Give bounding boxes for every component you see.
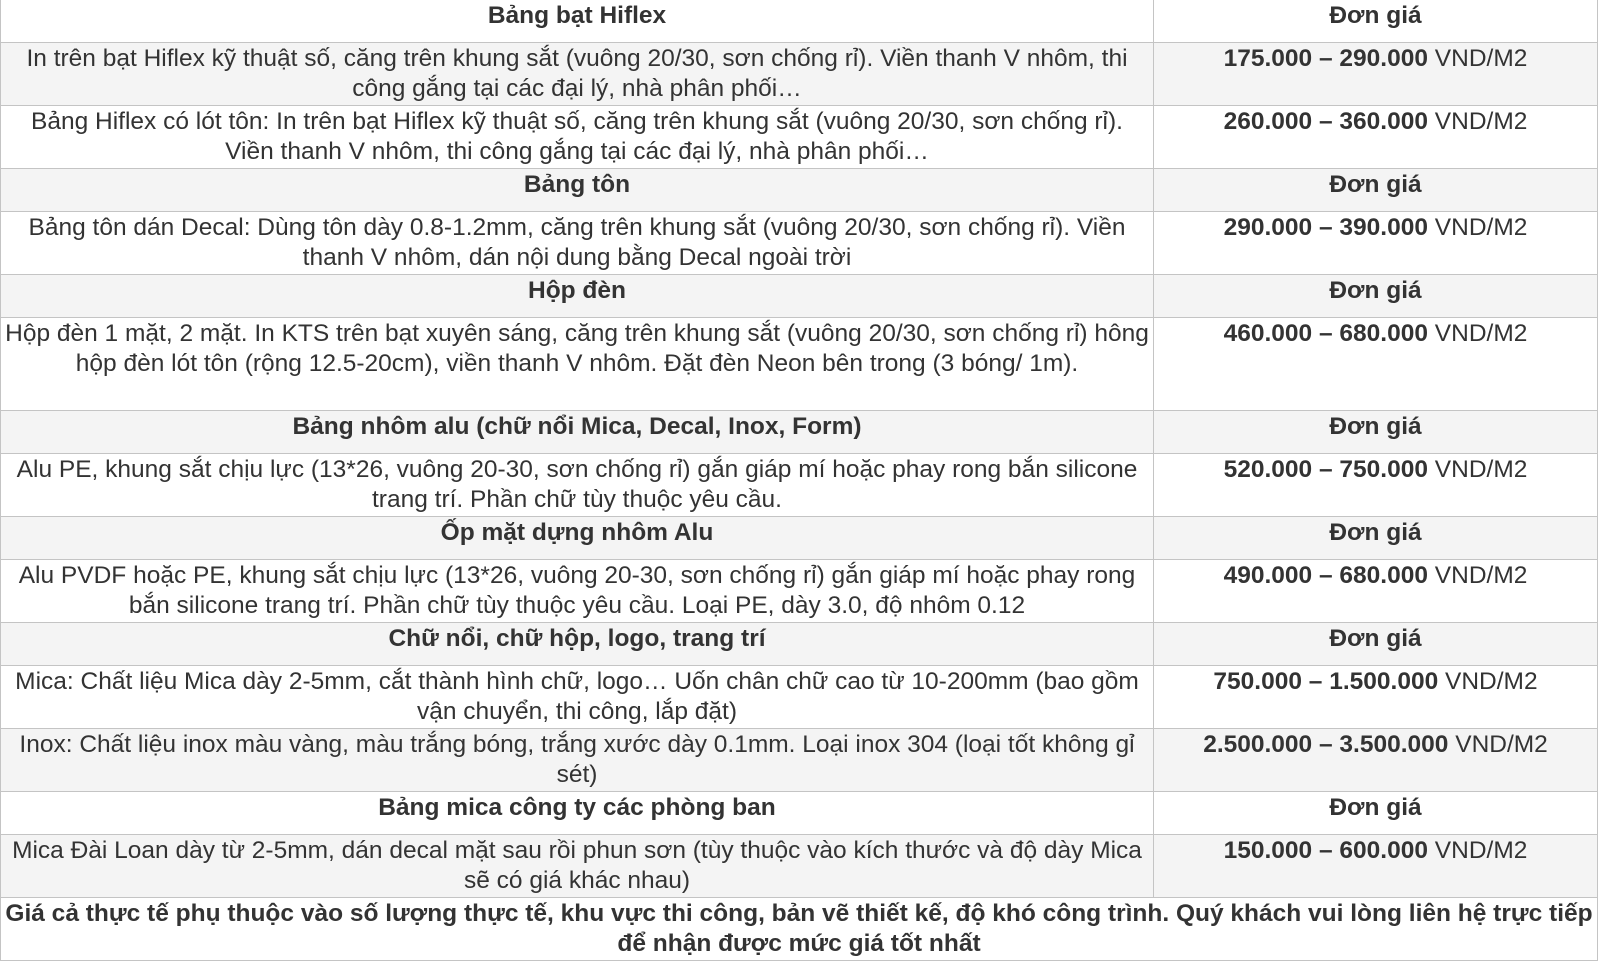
price-unit: VND/M2 xyxy=(1427,320,1528,347)
table-row xyxy=(1,729,1598,792)
section-header-row xyxy=(1,0,1598,43)
table-row xyxy=(1,318,1598,411)
item-price xyxy=(1154,106,1598,169)
section-title: Hộp đèn xyxy=(1,275,1154,318)
section-header-row xyxy=(1,275,1598,318)
item-description: Inox: Chất liệu inox màu vàng, màu trắng bóng, trắng xước dày 0.1mm. Loại inox 304 (loại tốt không gỉ sét) xyxy=(1,729,1154,792)
section-title: Bảng nhôm alu (chữ nổi Mica, Decal, Inox, Form) xyxy=(1,411,1154,454)
price-unit: VND/M2 xyxy=(1427,456,1528,483)
price-range: 260.000 – 360.000 xyxy=(1223,108,1428,135)
price-unit: VND/M2 xyxy=(1427,108,1528,135)
table-row xyxy=(1,560,1598,623)
footer-note-row xyxy=(1,898,1598,961)
item-price xyxy=(1154,318,1598,411)
price-range: 2.500.000 – 3.500.000 xyxy=(1203,731,1449,758)
price-range: 175.000 – 290.000 xyxy=(1223,45,1428,72)
table-row xyxy=(1,666,1598,729)
table-row xyxy=(1,454,1598,517)
item-price xyxy=(1154,666,1598,729)
table-row xyxy=(1,106,1598,169)
table-row xyxy=(1,212,1598,275)
item-price xyxy=(1154,43,1598,106)
section-header-row xyxy=(1,623,1598,666)
price-range: 490.000 – 680.000 xyxy=(1223,562,1428,589)
item-description: Hộp đèn 1 mặt, 2 mặt. In KTS trên bạt xuyên sáng, căng trên khung sắt (vuông 20/30, sơn chống rỉ) hông hộp đèn lót tôn (rộng 12.5-20cm), viền thanh V nhôm. Đặt đèn Neon bên trong (3 bóng/ 1m). xyxy=(1,318,1154,411)
price-unit: VND/M2 xyxy=(1427,45,1528,72)
price-column-header: Đơn giá xyxy=(1154,0,1598,43)
price-range: 150.000 – 600.000 xyxy=(1223,837,1428,864)
price-range: 290.000 – 390.000 xyxy=(1223,214,1428,241)
item-description: Alu PE, khung sắt chịu lực (13*26, vuông 20-30, sơn chống rỉ) gắn giáp mí hoặc phay rong bắn silicone trang trí. Phần chữ tùy thuộc yêu cầu. xyxy=(1,454,1154,517)
item-description: Mica Đài Loan dày từ 2-5mm, dán decal mặt sau rồi phun sơn (tùy thuộc vào kích thước và độ dày Mica sẽ có giá khác nhau) xyxy=(1,835,1154,898)
section-title: Bảng bạt Hiflex xyxy=(1,0,1154,43)
item-price xyxy=(1154,212,1598,275)
price-unit: VND/M2 xyxy=(1427,562,1528,589)
section-title: Bảng mica công ty các phòng ban xyxy=(1,792,1154,835)
item-description: Mica: Chất liệu Mica dày 2-5mm, cắt thành hình chữ, logo… Uốn chân chữ cao từ 10-200mm (bao gồm vận chuyển, thi công, lắp đặt) xyxy=(1,666,1154,729)
section-title: Chữ nổi, chữ hộp, logo, trang trí xyxy=(1,623,1154,666)
section-header-row xyxy=(1,169,1598,212)
table-row xyxy=(1,43,1598,106)
item-description: In trên bạt Hiflex kỹ thuật số, căng trên khung sắt (vuông 20/30, sơn chống rỉ). Viền thanh V nhôm, thi công gắng tại các đại lý, nhà phân phối… xyxy=(1,43,1154,106)
price-unit: VND/M2 xyxy=(1427,837,1528,864)
price-column-header: Đơn giá xyxy=(1154,623,1598,666)
price-unit: VND/M2 xyxy=(1438,668,1538,695)
footer-note: Giá cả thực tế phụ thuộc vào số lượng thực tế, khu vực thi công, bản vẽ thiết kế, độ khó công trình. Quý khách vui lòng liên hệ trực tiếp để nhận được mức giá tốt nhất xyxy=(1,898,1598,961)
price-column-header: Đơn giá xyxy=(1154,275,1598,318)
section-title: Ốp mặt dựng nhôm Alu xyxy=(1,517,1154,560)
item-price xyxy=(1154,835,1598,898)
item-price xyxy=(1154,454,1598,517)
price-unit: VND/M2 xyxy=(1448,731,1548,758)
table-row xyxy=(1,835,1598,898)
price-column-header: Đơn giá xyxy=(1154,517,1598,560)
item-description: Bảng Hiflex có lót tôn: In trên bạt Hiflex kỹ thuật số, căng trên khung sắt (vuông 20/30, sơn chống rỉ). Viền thanh V nhôm, thi công gắng tại các đại lý, nhà phân phối… xyxy=(1,106,1154,169)
item-description: Bảng tôn dán Decal: Dùng tôn dày 0.8-1.2mm, căng trên khung sắt (vuông 20/30, sơn chống rỉ). Viền thanh V nhôm, dán nội dung bằng Decal ngoài trời xyxy=(1,212,1154,275)
item-price xyxy=(1154,729,1598,792)
price-column-header: Đơn giá xyxy=(1154,169,1598,212)
price-range: 520.000 – 750.000 xyxy=(1223,456,1428,483)
price-column-header: Đơn giá xyxy=(1154,411,1598,454)
item-price xyxy=(1154,560,1598,623)
section-title: Bảng tôn xyxy=(1,169,1154,212)
section-header-row xyxy=(1,517,1598,560)
price-range: 460.000 – 680.000 xyxy=(1223,320,1428,347)
section-header-row xyxy=(1,411,1598,454)
section-header-row xyxy=(1,792,1598,835)
price-range: 750.000 – 1.500.000 xyxy=(1213,668,1439,695)
price-column-header: Đơn giá xyxy=(1154,792,1598,835)
price-unit: VND/M2 xyxy=(1427,214,1528,241)
item-description: Alu PVDF hoặc PE, khung sắt chịu lực (13*26, vuông 20-30, sơn chống rỉ) gắn giáp mí hoặc phay rong bắn silicone trang trí. Phần chữ tùy thuộc yêu cầu. Loại PE, dày 3.0, độ nhôm 0.12 xyxy=(1,560,1154,623)
